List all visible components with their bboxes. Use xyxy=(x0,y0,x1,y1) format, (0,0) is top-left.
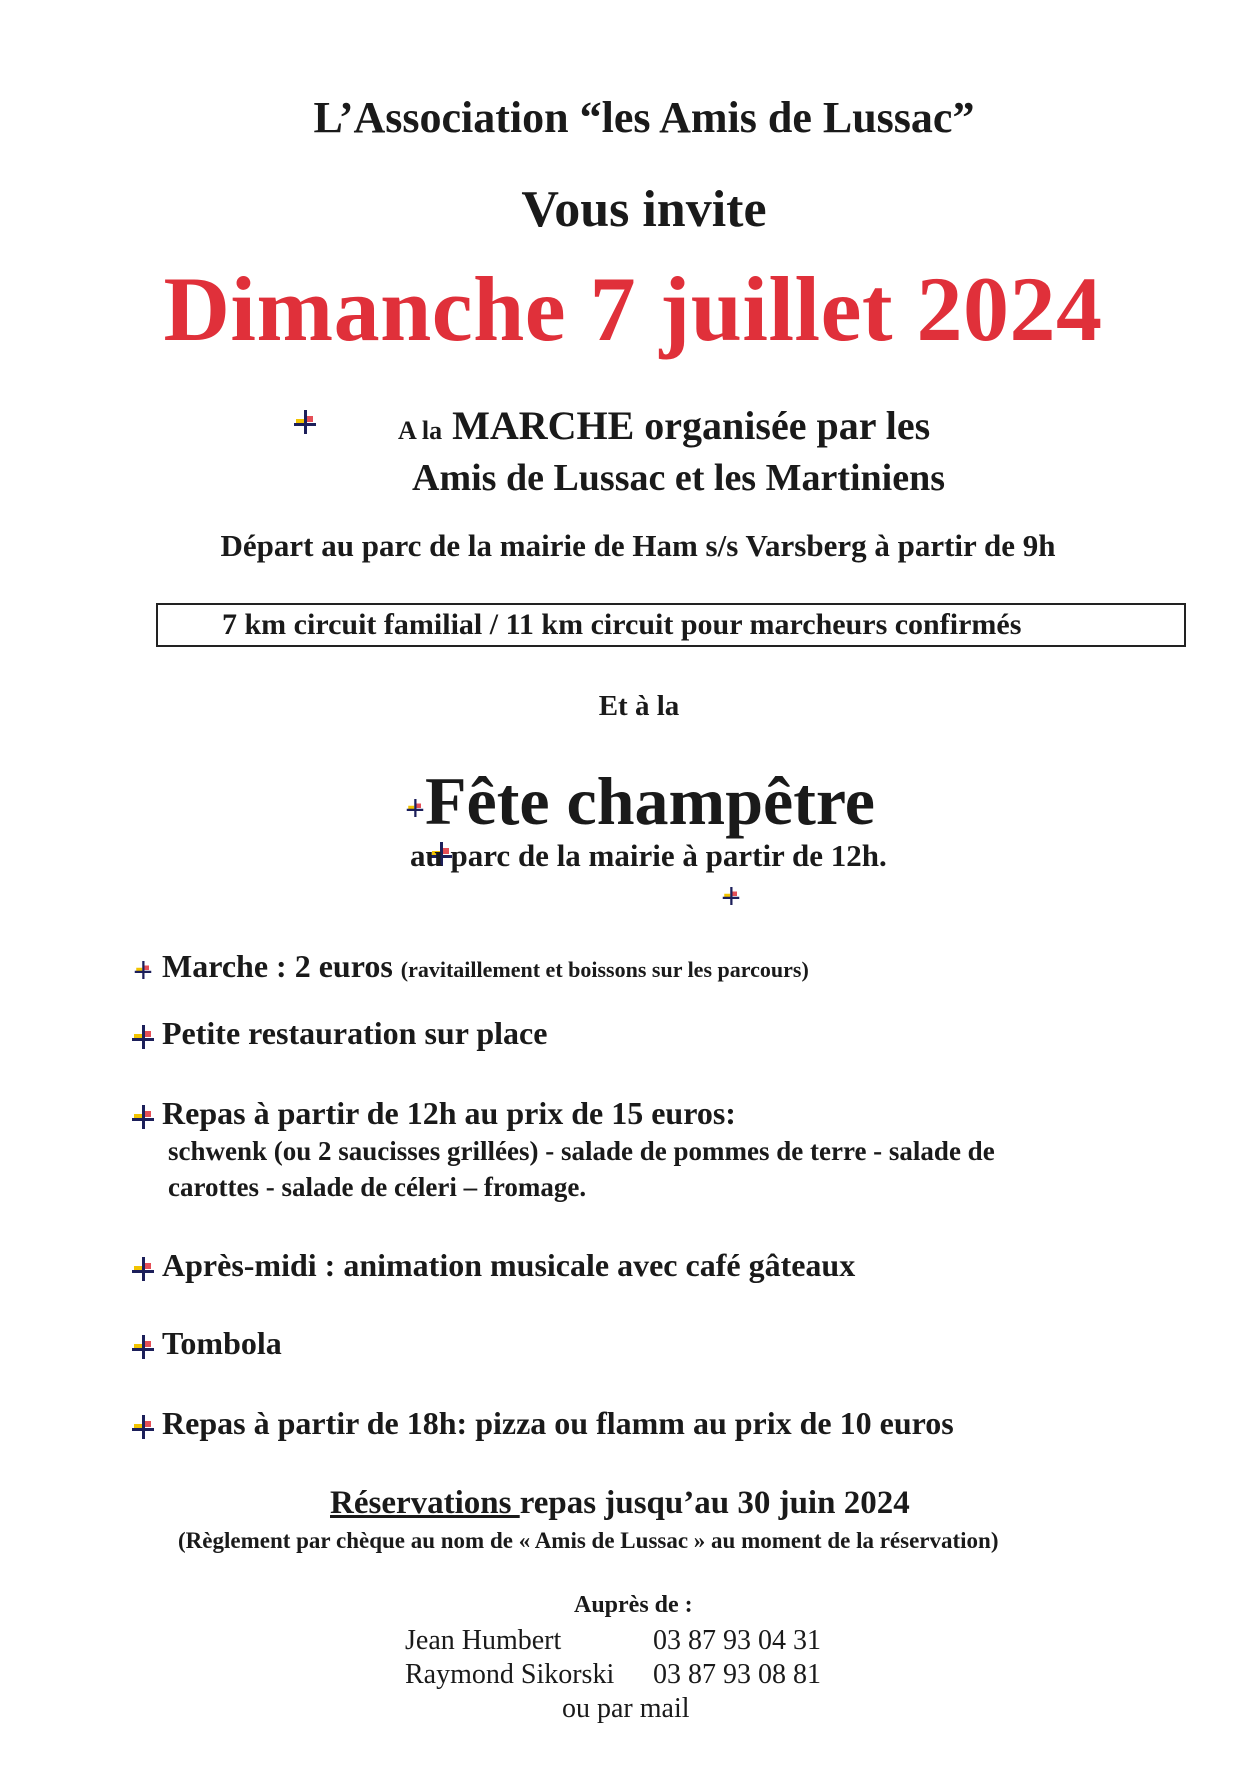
fete-location: au parc de la mairie à partir de 12h. xyxy=(410,838,887,873)
apres-midi-text: Après-midi : animation musicale avec café gâteaux xyxy=(162,1247,856,1283)
fete-title: Fête champêtre xyxy=(425,763,875,839)
marche-price: Marche : 2 euros xyxy=(162,948,393,984)
marche-prefix: A la xyxy=(398,416,443,445)
list-item-repas-soir xyxy=(132,1405,954,1442)
reservation-deadline: repas jusqu’au 30 juin 2024 xyxy=(519,1485,910,1521)
marche-organizer: MARCHE organisée par les xyxy=(452,403,931,448)
transition-text: Et à la xyxy=(598,690,680,722)
repas-midi-menu-line-2: carottes - salade de céleri – fromage. xyxy=(168,1172,587,1202)
association-title: L’Association “les Amis de Lussac” xyxy=(313,93,975,142)
marche-price-note: (ravitaillement et boissons sur les parcours) xyxy=(400,957,809,982)
colored-cross-bullet-icon xyxy=(132,1335,154,1359)
payment-note: (Règlement par chèque au nom de « Amis de Lussac » au moment de la réservation) xyxy=(178,1528,999,1553)
contacts-heading: Auprès de : xyxy=(574,1592,693,1618)
restauration-text: Petite restauration sur place xyxy=(162,1015,548,1051)
repas-midi-menu-line-1: schwenk (ou 2 saucisses grillées) - salade de pommes de terre - salade de xyxy=(168,1136,995,1166)
contact-name: Raymond Sikorski xyxy=(405,1659,615,1690)
colored-cross-bullet-icon xyxy=(132,1415,154,1439)
marche-line-1 xyxy=(398,402,930,449)
circuits-box: 7 km circuit familial / 11 km circuit pour marcheurs confirmés xyxy=(156,603,1186,647)
contact-row xyxy=(405,1625,821,1657)
reservation-label: Réservations xyxy=(330,1485,520,1521)
list-item-tombola xyxy=(132,1325,282,1362)
colored-cross-bullet-icon xyxy=(723,887,740,905)
tombola-text: Tombola xyxy=(162,1325,282,1361)
repas-midi-text: Repas à partir de 12h au prix de 15 euros: xyxy=(162,1095,736,1131)
colored-cross-bullet-icon xyxy=(135,961,152,979)
mail-contact: ou par mail xyxy=(562,1693,690,1724)
colored-cross-bullet-icon xyxy=(407,799,424,817)
event-date: Dimanche 7 juillet 2024 xyxy=(163,258,1103,360)
list-item-marche xyxy=(132,948,809,985)
contact-phone: 03 87 93 08 81 xyxy=(653,1659,821,1690)
colored-cross-bullet-icon xyxy=(294,410,316,434)
contact-row xyxy=(405,1659,821,1691)
colored-cross-bullet-icon xyxy=(132,1025,154,1049)
marche-line-2: Amis de Lussac et les Martiniens xyxy=(412,457,946,499)
contact-phone: 03 87 93 04 31 xyxy=(653,1625,821,1656)
repas-soir-text: Repas à partir de 18h: pizza ou flamm au prix de 10 euros xyxy=(162,1405,954,1441)
depart-info: Départ au parc de la mairie de Ham s/s Varsberg à partir de 9h xyxy=(220,528,1056,563)
contact-name: Jean Humbert xyxy=(405,1625,562,1656)
list-item-repas-midi xyxy=(132,1095,736,1132)
list-item-apres-midi xyxy=(132,1247,855,1284)
list-item-restauration xyxy=(132,1015,547,1052)
invite-heading: Vous invite xyxy=(521,181,767,238)
reservation-line xyxy=(330,1485,910,1522)
colored-cross-bullet-icon xyxy=(132,1105,154,1129)
colored-cross-bullet-icon xyxy=(132,1257,154,1281)
